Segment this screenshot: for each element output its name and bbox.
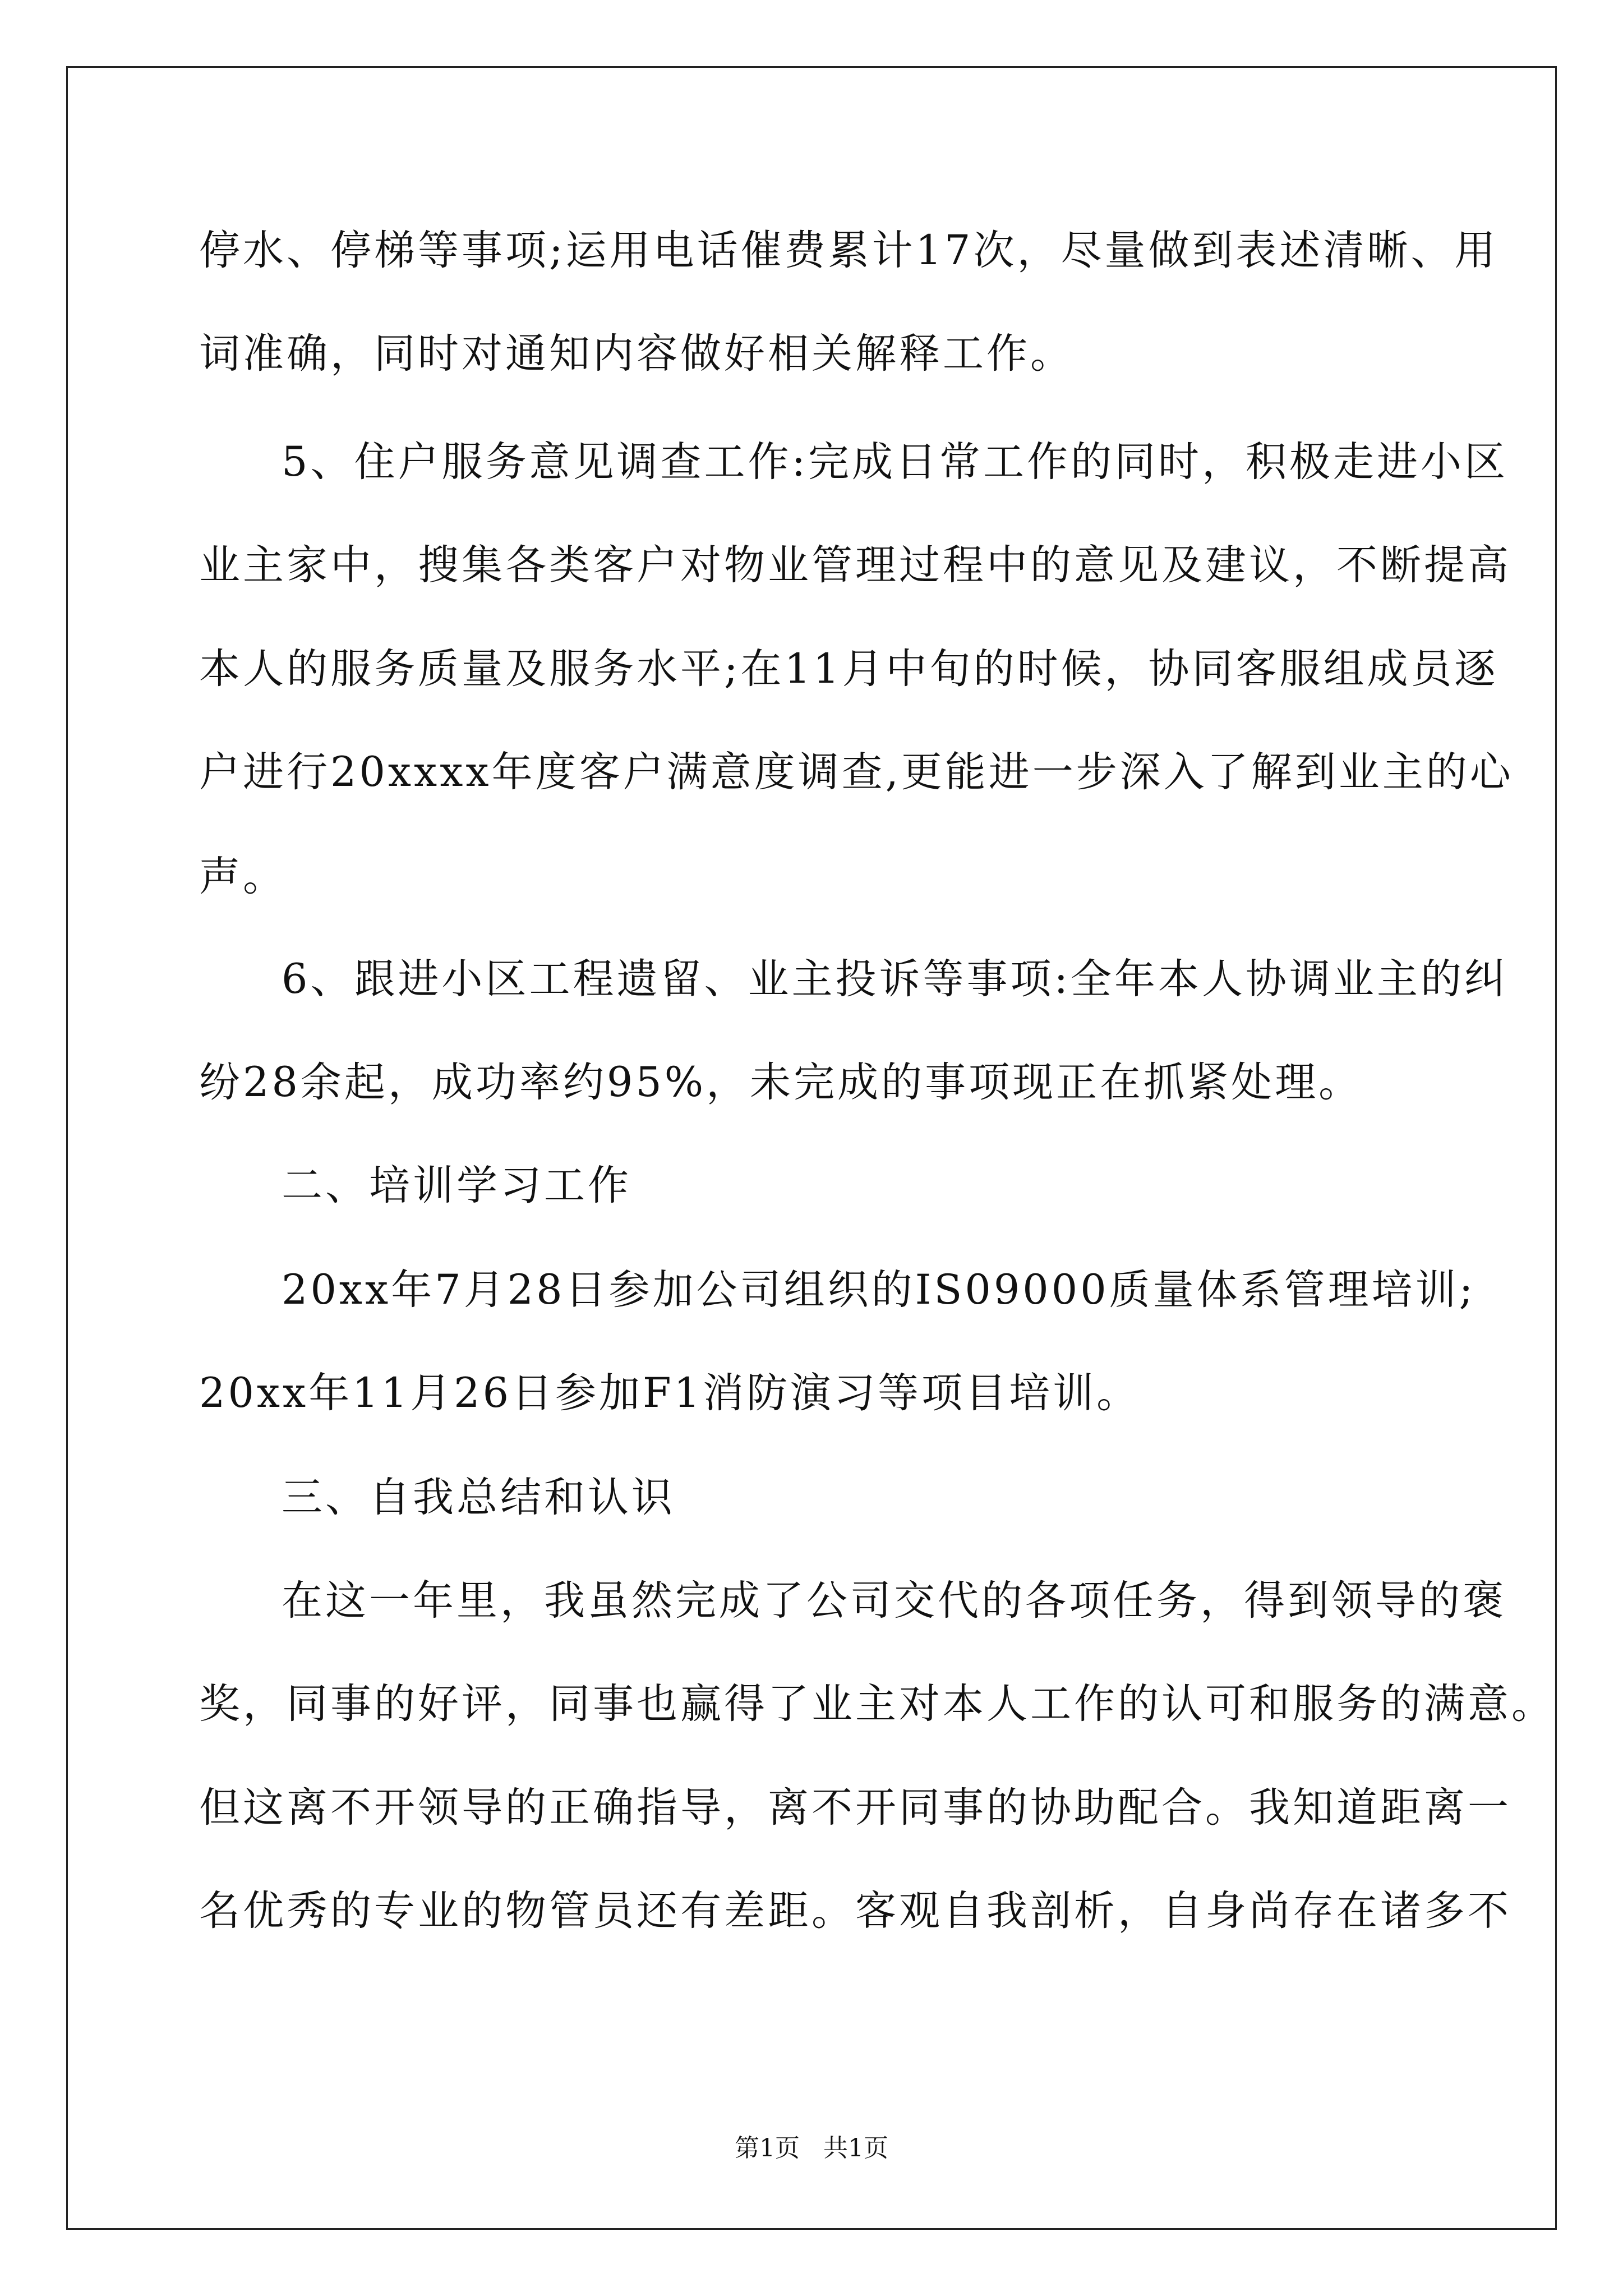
text-line: 停水、停梯等事项;运用电话催费累计17次，尽量做到表述清晰、用	[199, 227, 1498, 274]
page-number-footer: 第1页 共1页	[735, 2134, 888, 2162]
text-line: 本人的服务质量及服务水平;在11月中旬的时候，协同客服组成员逐	[199, 645, 1498, 693]
text-line: 声。	[199, 853, 287, 900]
text-line: 纷28余起，成功率约95%，未完成的事项现正在抓紧处理。	[199, 1059, 1363, 1106]
text-line: 在这一年里，我虽然完成了公司交代的各项任务，得到领导的褒	[282, 1577, 1506, 1625]
text-line: 6、跟进小区工程遗留、业主投诉等事项:全年本人协调业主的纠	[282, 955, 1509, 1003]
section-heading: 二、培训学习工作	[282, 1162, 631, 1209]
text-line: 20xx年7月28日参加公司组织的IS09000质量体系管理培训;	[282, 1266, 1476, 1314]
text-line: 20xx年11月26日参加F1消防演习等项目培训。	[199, 1369, 1141, 1417]
text-line: 词准确，同时对通知内容做好相关解释工作。	[199, 330, 1074, 378]
text-line: 5、住户服务意见调查工作:完成日常工作的同时，积极走进小区	[282, 438, 1509, 486]
text-line: 但这离不开领导的正确指导，离不开同事的协助配合。我知道距离一	[199, 1784, 1511, 1832]
text-line: 奖，同事的好评，同事也赢得了业主对本人工作的认可和服务的满意。	[199, 1680, 1555, 1728]
text-line: 名优秀的专业的物管员还有差距。客观自我剖析，自身尚存在诸多不	[199, 1887, 1511, 1935]
section-heading: 三、自我总结和认识	[282, 1474, 675, 1521]
text-line: 业主家中，搜集各类客户对物业管理过程中的意见及建议，不断提高	[199, 541, 1511, 589]
text-line: 户进行20xxxx年度客户满意度调查,更能进一步深入了解到业主的心	[199, 748, 1514, 796]
